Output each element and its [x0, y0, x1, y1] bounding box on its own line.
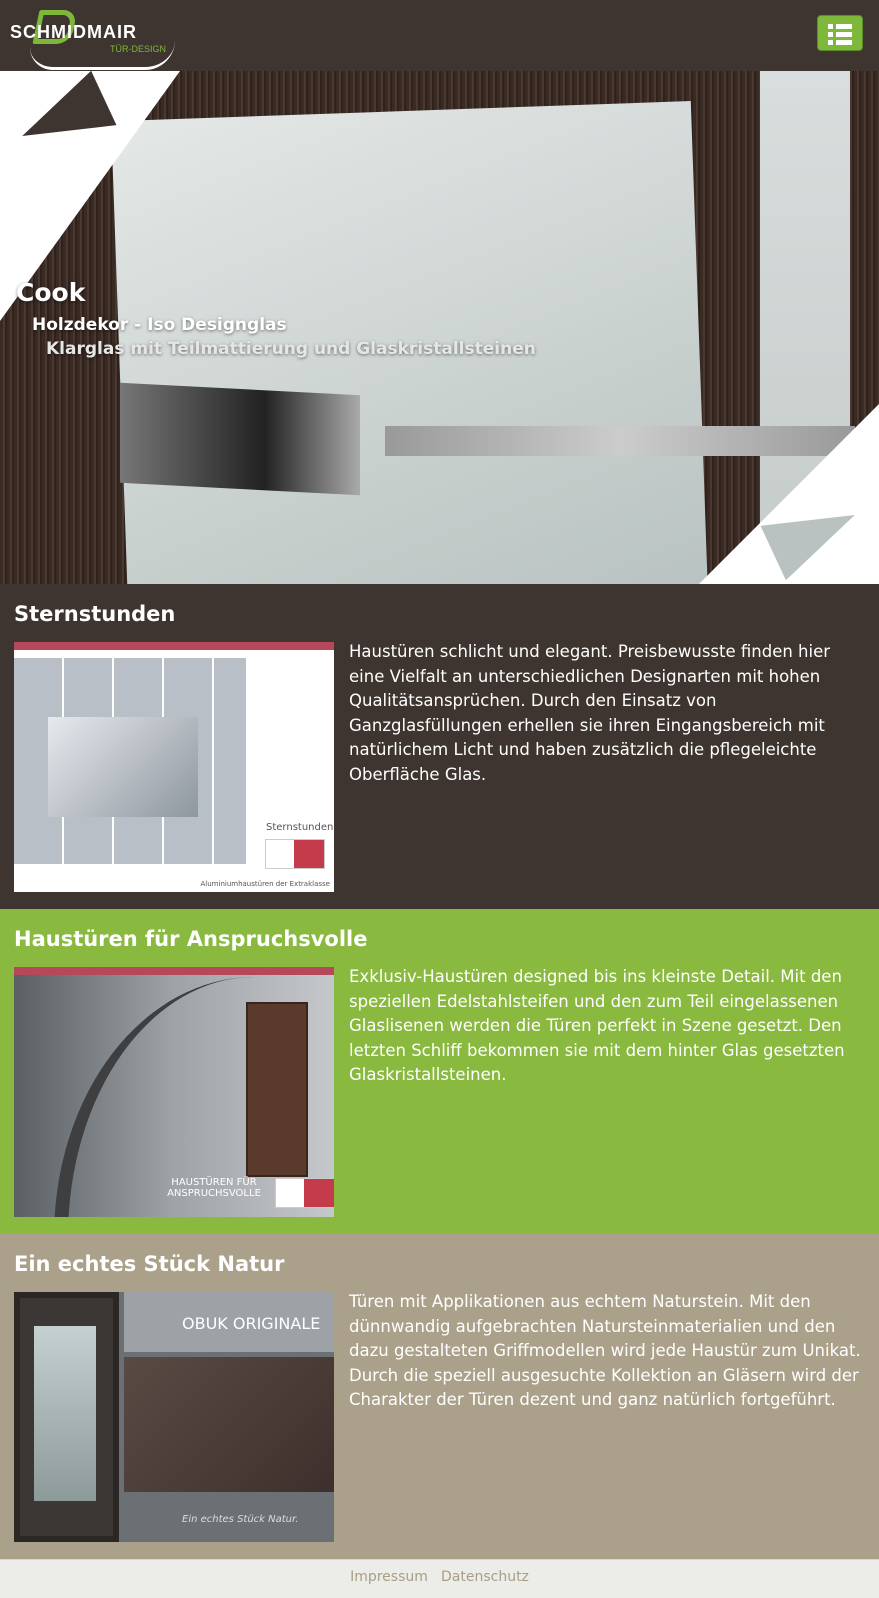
menu-button[interactable]: [817, 15, 863, 51]
section-text: Exklusiv-Haustüren designed bis ins kleinste Detail. Mit den speziellen Edelstahlsteifen und den zum Teil eingelassenen Glaslisenen werden die Türen perfekt in Szene gesetzt. Den letzten Schliff bekommen sie mit dem hinter Glas gesetzten Glaskristallsteinen.: [349, 967, 845, 1084]
site-header: [0, 0, 879, 71]
hero-slider: [0, 71, 879, 584]
datenschutz-link[interactable]: Datenschutz: [441, 1569, 529, 1585]
image-caption: HAUSTÜREN FÜR ANSPRUCHSVOLLE: [167, 1177, 261, 1199]
hero-detail: Klarglas mit Teilmattierung und Glaskristallsteinen: [46, 339, 536, 359]
hero-title: Cook: [16, 278, 86, 307]
section-text: Türen mit Applikationen aus echtem Naturstein. Mit den dünnwandig aufgebrachten Natursteinmaterialien und den dazu gestalteten Griffmodellen wird jede Haustür zum Unikat. Durch die speziell ausgesuchte Kollektion an Gläsern wird der Charakter der Türen dezent und ganz natürlich fortgeführt.: [349, 1292, 861, 1409]
impressum-link[interactable]: Impressum: [350, 1569, 428, 1585]
list-icon: [828, 24, 852, 45]
logo[interactable]: [8, 10, 173, 62]
catalog-image[interactable]: [14, 642, 334, 892]
section-natur: [0, 1234, 879, 1559]
image-caption: OBUK ORIGINALE: [182, 1314, 321, 1333]
section-title: Haustüren für Anspruchsvolle: [14, 927, 368, 951]
hero-steel-bar: [120, 383, 360, 496]
catalog-image[interactable]: [14, 967, 334, 1217]
section-anspruchsvolle: [0, 909, 879, 1234]
image-footer: Aluminiumhaustüren der Extraklasse: [200, 880, 330, 888]
section-title: Ein echtes Stück Natur: [14, 1252, 285, 1276]
image-caption: Sternstunden: [266, 822, 334, 833]
aluone-logo: [266, 840, 324, 868]
section-text: Haustüren schlicht und elegant. Preisbewusste finden hier eine Vielfalt an unterschiedlichen Designarten mit hohen Qualitätsansprüchen. Durch den Einsatz von Ganzglasfüllungen erhellen sie ihren Eingangsbereich mit natürlichem Licht und haben zusätzlich die pflegeleichte Oberfläche Glas.: [349, 642, 831, 784]
logo-name: SCHMIDMAIR: [10, 22, 137, 42]
section-sternstunden: [0, 584, 879, 909]
image-footer: Ein echtes Stück Natur.: [182, 1514, 299, 1525]
footer: [0, 1559, 879, 1598]
aluone-logo: [276, 1179, 334, 1207]
logo-sub: TÜR-DESIGN: [110, 44, 166, 54]
section-title: Sternstunden: [14, 602, 176, 626]
hero-subtitle: Holzdekor - Iso Designglas: [32, 315, 287, 335]
catalog-image[interactable]: [14, 1292, 334, 1542]
